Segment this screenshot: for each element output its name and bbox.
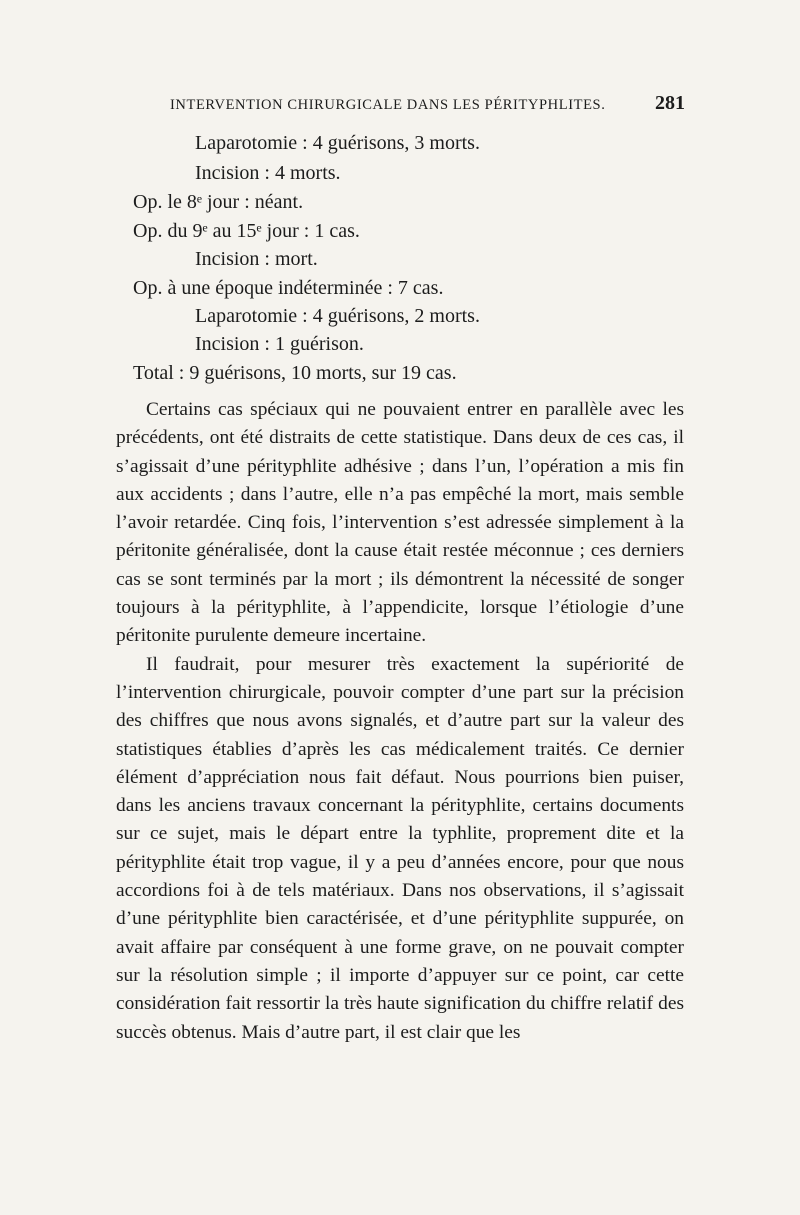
page-number: 281 — [655, 92, 685, 114]
page-header — [170, 92, 685, 115]
stat-line: Op. à une époque indéterminée : 7 cas. — [133, 277, 444, 299]
body-text — [116, 396, 684, 1047]
paragraph: Certains cas spéciaux qui ne pouvaient entrer en parallèle avec les précédents, ont été distraits de cette statistique. Dans deux de ces cas, il s’agissait d’une pérityphlite adhésive ; dans l’un, l’opération a mis fin aux accidents ; dans l’autre, elle n’a pas empêché la mort, mais semble l’avoir retardée. Cinq fois, l’intervention s’est adressée simplement à la péritonite généralisée, dont la cause était restée méconnue ; ces derniers cas se sont terminés par la mort ; ils démontrent la nécessité de songer toujours à la pérityphlite, à l’appendicite, lorsque l’étiologie d’une péritonite purulente demeure incertaine. — [116, 399, 684, 647]
stat-total-line: Total : 9 guérisons, 10 morts, sur 19 cas. — [133, 362, 457, 384]
stat-line: Incision : 4 morts. — [195, 162, 341, 184]
stat-line: Laparotomie : 4 guérisons, 3 morts. — [195, 132, 480, 154]
stat-line: Laparotomie : 4 guérisons, 2 morts. — [195, 305, 480, 327]
stat-line: Op. du 9ᵉ au 15ᵉ jour : 1 cas. — [133, 220, 360, 242]
running-title: INTERVENTION CHIRURGICALE DANS LES PÉRITYPHLITES. — [170, 97, 606, 113]
stat-line: Incision : 1 guérison. — [195, 333, 364, 355]
stat-line: Op. le 8ᵉ jour : néant. — [133, 191, 304, 213]
stat-line: Incision : mort. — [195, 248, 318, 270]
paragraph: Il faudrait, pour mesurer très exactement la supériorité de l’intervention chirurgicale, pouvoir compter d’une part sur la précision des chiffres que nous avons signalés, et d’autre part sur la valeur des statistiques établies d’après les cas médicalement traités. Ce dernier élément d’appréciation nous fait défaut. Nous pourrions bien puiser, dans les anciens travaux concernant la pérityphlite, certains documents sur ce sujet, mais le départ entre la typhlite, proprement dite et la pérityphlite était trop vague, il y a peu d’années encore, pour que nous accordions foi à de tels matériaux. Dans nos observations, il s’agissait d’une pérityphlite bien caractérisée, et d’une pérityphlite suppurée, on avait affaire par conséquent à une forme grave, on ne pouvait compter sur la résolution simple ; il importe d’appuyer sur ce point, car cette considération fait ressortir la très haute signification du chiffre relatif des succès obtenus. Mais d’autre part, il est clair que les — [116, 653, 684, 1043]
